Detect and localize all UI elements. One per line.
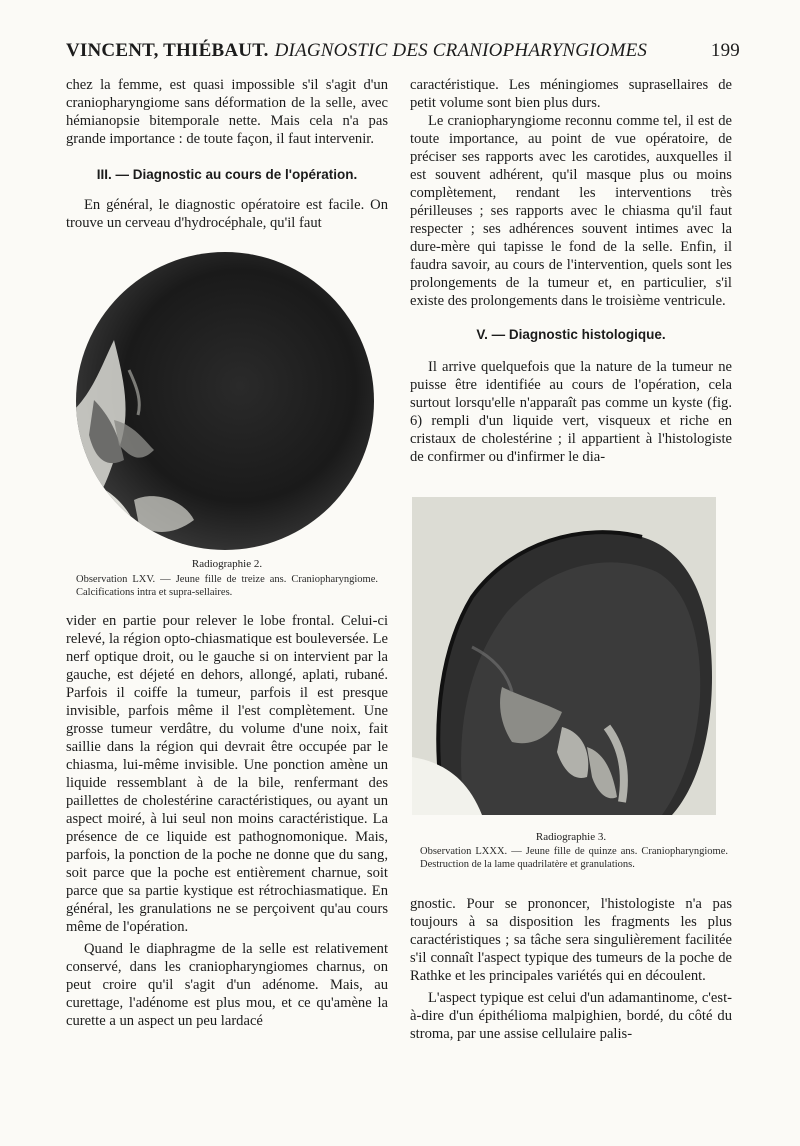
right-paragraph-2: Le craniopharyngiome reconnu comme tel, il est de toute importance, au point de vue opératoire, de préciser ses rapports avec les carotides, auxquelles il est souvent adhérent, qu'il masque plus ou moins complètement, rendant les interventions très périlleuses ; ses rapports avec le chiasma qu'il faut respecter ; ses adhérences souvent intimes avec la dure-mère qui tapisse le fond de la selle. Enfin, il faudra savoir, au cours de l'intervention, quels sont les prolongements de la tumeur et, en particulier, s'il existe des prolongements dans le troisième ventricule. — [410, 113, 732, 309]
right-column-bottom — [410, 895, 732, 1043]
right-paragraph-5: L'aspect typique est celui d'un adamantinome, c'est-à-dire d'un épithélioma malpighien, bordé, du côté du stroma, par une assise cellulaire palis- — [410, 990, 732, 1042]
running-header — [66, 40, 740, 72]
radiograph-2-svg — [74, 250, 376, 552]
header-authors: VINCENT, THIÉBAUT. — [66, 40, 269, 61]
right-paragraph-1: caractéristique. Les méningiomes suprasellaires de petit volume sont bien plus durs. — [410, 77, 732, 111]
page-number: 199 — [710, 40, 740, 61]
radiograph-3-label: Radiographie 3. — [535, 831, 607, 843]
right-paragraph-3: Il arrive quelquefois que la nature de la tumeur ne puisse être identifiée au cours de l'opération, cela surtout lorsqu'elle n'apparaît pas comme un kyste (fig. 6) rempli d'un liquide vert, visqueux et riche en cristaux de cholestérine ; il appartient à l'histologiste de confirmer ou d'infirmer le dia- — [410, 359, 732, 465]
left-paragraph-3: vider en partie pour relever le lobe frontal. Celui-ci relevé, la région opto-chiasmatique est bouleversée. Le nerf optique droit, ou le gauche si on intervient par la gauche, est déjeté en dehors, allongé, aplati, rubané. Parfois il coiffe la tumeur, parfois il est presque invisible, parfois même il l'est complètement. Une grosse tumeur verdâtre, du volume d'une noix, fait saillie dans la région qui devrait être occupée par le chiasma, lui-même invisible. Une ponction amène un liquide ressemblant à de la bile, renfermant des paillettes de cholestérine caractéristiques, ou ayant un aspect moiré, à lui seul non moins caractéristique. La présence de ce liquide est pathognomonique. Mais, parfois, la ponction de la poche ne donne que du sang, soit parce que la poche est entièrement charnue, soit parce que sa partie kystique est rétrochiasmatique. En général, les granulations ne se perçoivent qu'au cours même de l'opération. — [66, 613, 388, 935]
header-title: DIAGNOSTIC DES CRANIOPHARYNGIOMES — [274, 40, 648, 61]
section-heading-5: V. — Diagnostic histologique. — [476, 327, 666, 342]
radiograph-3-image — [412, 497, 716, 815]
radiograph-3-caption: Observation LXXX. — Jeune fille de quinze ans. Craniopharyngiome. Destruction de la lame quadrilatère et granulations. — [420, 846, 728, 870]
left-paragraph-4: Quand le diaphragme de la selle est relativement conservé, dans les craniopharyngiomes charnus, on peut croire qu'il s'agit d'un adénome. Mais, au curettage, l'adénome est plus mou, et ce qu'amène la curette a un aspect un peu lardacé — [66, 941, 388, 1029]
right-column-top — [410, 76, 732, 466]
section-heading-3: III. — Diagnostic au cours de l'opération. — [96, 167, 358, 182]
radiograph-2-caption: Observation LXV. — Jeune fille de treize ans. Craniopharyngiome. Calcifications intra et supra-sellaires. — [76, 574, 378, 598]
left-column-top — [66, 76, 388, 232]
right-paragraph-4: gnostic. Pour se prononcer, l'histologiste n'a pas toujours à sa disposition les fragments les plus caractéristiques ; sa tâche sera singulièrement facilitée s'il connaît l'aspect typique des tumeurs de la poche de Rathke et les principales variétés qui en découlent. — [410, 896, 732, 984]
left-column-bottom — [66, 612, 388, 1030]
radiograph-2-image — [74, 250, 376, 552]
left-paragraph-1: chez la femme, est quasi impossible s'il s'agit d'un craniopharyngiome sans déformation de la selle, avec hémianopsie bitemporale nette. Mais cela n'a pas grande importance : de toute façon, il faut intervenir. — [66, 77, 388, 147]
radiograph-2-label: Radiographie 2. — [191, 558, 263, 570]
left-paragraph-2: En général, le diagnostic opératoire est facile. On trouve un cerveau d'hydrocéphale, qu'il faut — [66, 197, 388, 231]
radiograph-3-svg — [412, 497, 716, 815]
